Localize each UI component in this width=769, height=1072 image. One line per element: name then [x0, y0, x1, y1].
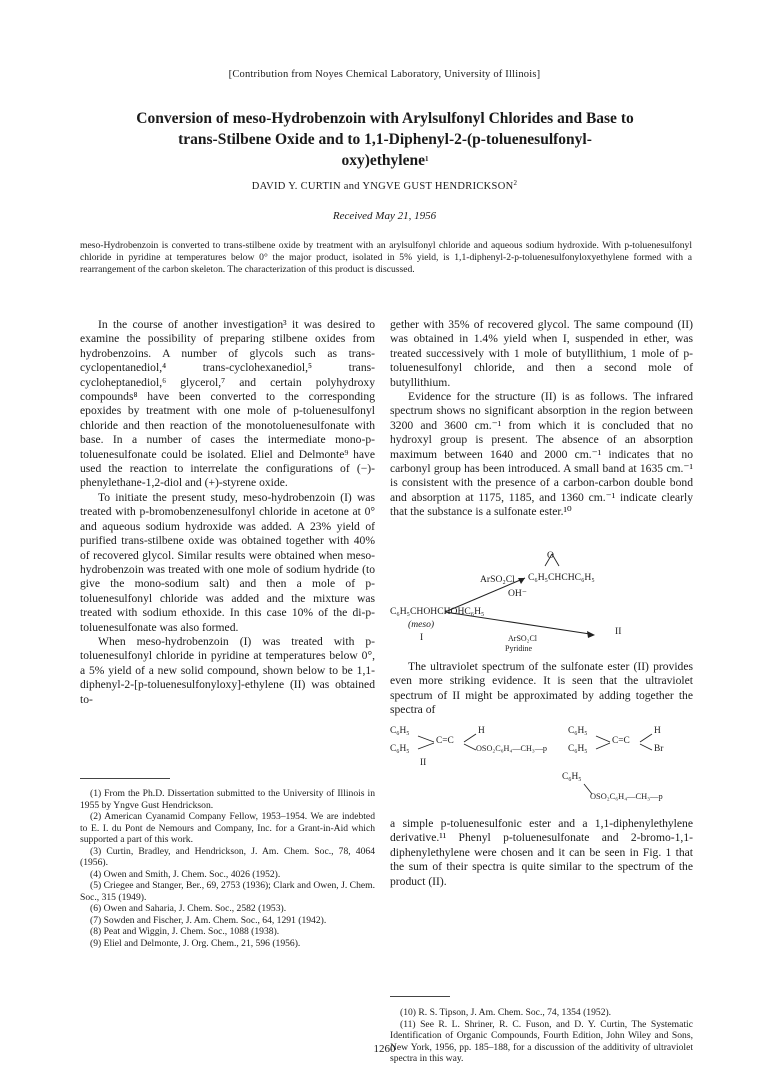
sulfonate-substituent: OSO₂C₆H₄—CH₃—p [476, 744, 548, 753]
structure-label-II: II [420, 758, 427, 768]
title-line-3: oxy)ethylene$^1$ [341, 152, 429, 169]
abstract: meso-Hydrobenzoin is converted to trans-stilbene oxide by treatment with an arylsulfonyl chloride and aqueous sodium hydroxide. With p-toluenesulfonyl chloride in pyridine at temperatures below 0° the major product, isolated in 5% yield, is 1,1-diphenyl-2-p-toluenesulfonyloxyethylene formed with a rearrangement of the carbon skeleton. The characterization of this product is discussed. [80, 240, 692, 275]
title-line-1: Conversion of meso-Hydrobenzoin with Arylsulfonyl Chlorides and Base to [136, 110, 634, 127]
double-bond-label: C=C [612, 736, 630, 746]
contribution-header: [Contribution from Noyes Chemical Laboratory, University of Illinois] [228, 69, 541, 80]
author-line [0, 181, 769, 192]
footnote-1: (1) From the Ph.D. Dissertation submitted to the University of Illinois in 1955 by Yngve Gust Hendrickson. [80, 788, 375, 811]
compound-I-label: I [420, 632, 424, 643]
structure-II [390, 722, 548, 770]
paragraph: In the course of another investigation³ it was desired to examine the possibility of preparing stilbene oxides from hydrobenzoins. A number of glycols such as trans-cyclopentanediol,⁴ trans-cyclohexanediol,⁵ trans-cycloheptanediol,⁶ glycerol,⁷ and certain polyhydroxy compounds⁸ have been converted to the corresponding epoxides by treatment with one mole of p-toluenesulfonyl chloride and then reaction of the monotoluenesulfonate with base. In a number of cases the intermediate mono-p-toluenesulfonate could be isolated. Eliel and Delmonte⁹ have used the reaction to interrelate the configurations of (−)-phenylethane-1,2-diol and (+)-styrene oxide. [80, 318, 375, 490]
phenyl-label: C₆H₅ [568, 726, 588, 736]
paragraph: gether with 35% of recovered glycol. The same compound (II) was obtained in 1.4% yield when I, suspended in ether, was treated successively with 1 mole of butyllithium, 1 mole of p-toluenesulfonyl chloride, and then a second mole of butyllithium. [390, 318, 693, 389]
footnote-rule [80, 778, 170, 779]
reagent-top: ArSO₂Cl [480, 574, 515, 585]
phenyl-label: C₆H₅ [562, 772, 582, 782]
title-line-2: trans-Stilbene Oxide and to 1,1-Diphenyl-2-(p-toluenesulfonyl- [178, 131, 592, 148]
footnote-10: (10) R. S. Tipson, J. Am. Chem. Soc., 74, 1354 (1952). [400, 1007, 612, 1018]
author-names: DAVID Y. CURTIN and YNGVE GUST HENDRICKSON [251, 181, 514, 192]
sulfonate-substituent: OSO₂C₆H₄—CH₃—p [590, 792, 663, 801]
meso-label: (meso) [408, 619, 435, 630]
footnote-11: (11) See R. L. Shriner, R. C. Fuson, and D. Y. Curtin, The Systematic Identification of Organic Compounds, Fourth Edition, John Wiley and Sons, New York, 1956, pp. 185–188, for a discussion of the additivity of ultraviolet spectra in this way. [390, 1018, 693, 1064]
footnote-8: (8) Peat and Wiggin, J. Chem. Soc., 1088 (1938). [90, 926, 280, 937]
base-label: OH⁻ [508, 588, 527, 599]
right-column-end [390, 817, 693, 889]
phenyl-label: C₆H₅ [390, 726, 410, 736]
phenyl-label: C₆H₅ [390, 744, 410, 754]
phenyl-label: C₆H₅ [568, 744, 588, 754]
paragraph: a simple p-toluenesulfonic ester and a 1,1-diphenylethylene derivative.¹¹ Phenyl p-toluenesulfonate and 2-bromo-1,1-diphenylethylene were chosen and it can be seen in Fig. 1 that the sum of their spectra is quite similar to the spectrum of the product (II). [390, 817, 693, 888]
hydrogen-label: H [654, 726, 661, 736]
reagent-bottom-1: ArSO₂Cl [508, 634, 538, 643]
paragraph: Evidence for the structure (II) is as follows. The infrared spectrum shows no significant absorption in the region between 3200 and 3600 cm.⁻¹ from which it is concluded that no hydroxyl group is present. The absence of an absorption maximum between 1640 and 2000 cm.⁻¹ indicates that no carbonyl group has been introduced. A small band at 1635 cm.⁻¹ is consistent with the presence of a carbon-carbon double bond and absorption at 1175, 1185, and 1360 cm.⁻¹ indicate clearly that the substance is a sulfonate ester.¹⁰ [390, 390, 693, 519]
footnote-3: (3) Curtin, Bradley, and Hendrickson, J. Am. Chem. Soc., 78, 4064 (1956). [80, 845, 375, 868]
footnote-rule [390, 996, 450, 997]
reagent-bottom-2: Pyridine [505, 644, 533, 653]
paragraph: When meso-hydrobenzoin (I) was treated with p-toluenesulfonyl chloride in pyridine at temperatures below 0°, a 5% yield of a new solid compound, shown below to be 1,1-diphenyl-2-[p-toluenesulfonyloxy]-ethylene (II) was obtained to- [80, 634, 375, 706]
bromo-substituent: Br [654, 744, 664, 754]
page-number: 1260 [373, 1043, 396, 1055]
footnote-7: (7) Sowden and Fischer, J. Am. Chem. Soc., 64, 1291 (1942). [90, 914, 327, 926]
footnote-4: (4) Owen and Smith, J. Chem. Soc., 4026 (1952). [90, 868, 281, 880]
right-column-continued [390, 660, 693, 718]
hydrogen-label: H [478, 726, 485, 736]
footnote-9: (9) Eliel and Delmonte, J. Org. Chem., 21, 596 (1956). [90, 937, 301, 949]
received-date: Received May 21, 1956 [332, 210, 437, 222]
footnote-2: (2) American Cyanamid Company Fellow, 1953–1954. We are indebted to E. I. du Pont de Nemours and Company, Inc. for a Grant-in-Aid which supported a part of this work. [80, 811, 375, 845]
scheme-arrows [390, 548, 693, 656]
structure-bromo [568, 722, 693, 756]
reaction-scheme [390, 548, 693, 656]
starting-material: C₆H₅CHOHCHOHC₆H₅ [390, 606, 485, 617]
product-top: C₆H₅CHCHC₆H₅ [528, 572, 595, 583]
structure-tosylate [560, 772, 693, 806]
footnote-5: (5) Criegee and Stanger, Ber., 69, 2753 (1936); Clark and Owen, J. Chem. Soc., 315 (1949). [80, 880, 375, 903]
title-note-mark: 1 [425, 155, 429, 163]
double-bond-label: C=C [436, 736, 454, 746]
footnotes-right [390, 1007, 693, 1065]
article-title [70, 108, 700, 171]
left-column [80, 318, 375, 707]
author-note-mark: 2 [513, 179, 518, 187]
footnote-6: (6) Owen and Saharia, J. Chem. Soc., 2582 (1953). [90, 903, 287, 914]
epoxide-oxygen: O [547, 550, 554, 561]
paragraph: To initiate the present study, meso-hydrobenzoin (I) was treated with p-bromobenzenesulfonyl chloride in acetone at 0° and aqueous sodium hydroxide was added. A 23% yield of purified trans-stilbene oxide was obtained together with 40% of recovered glycol. Similar results were obtained when meso-hydrobenzoin was treated with one mole of sodium hydride (to give the mono-sodium salt) and then a mole of p-toluenesulfonyl chloride was added and the mixture was treated with sodium ethoxide. In this case 10% of the di-p-toluenesulfonate was also formed. [80, 490, 375, 634]
compound-II-label: II [615, 626, 622, 637]
footnotes-left [80, 788, 375, 949]
paragraph: The ultraviolet spectrum of the sulfonate ester (II) provides even more striking evidence. It is seen that the ultraviolet spectrum of II might be approximated by adding together the spectra of [390, 660, 693, 717]
right-column [390, 318, 693, 520]
